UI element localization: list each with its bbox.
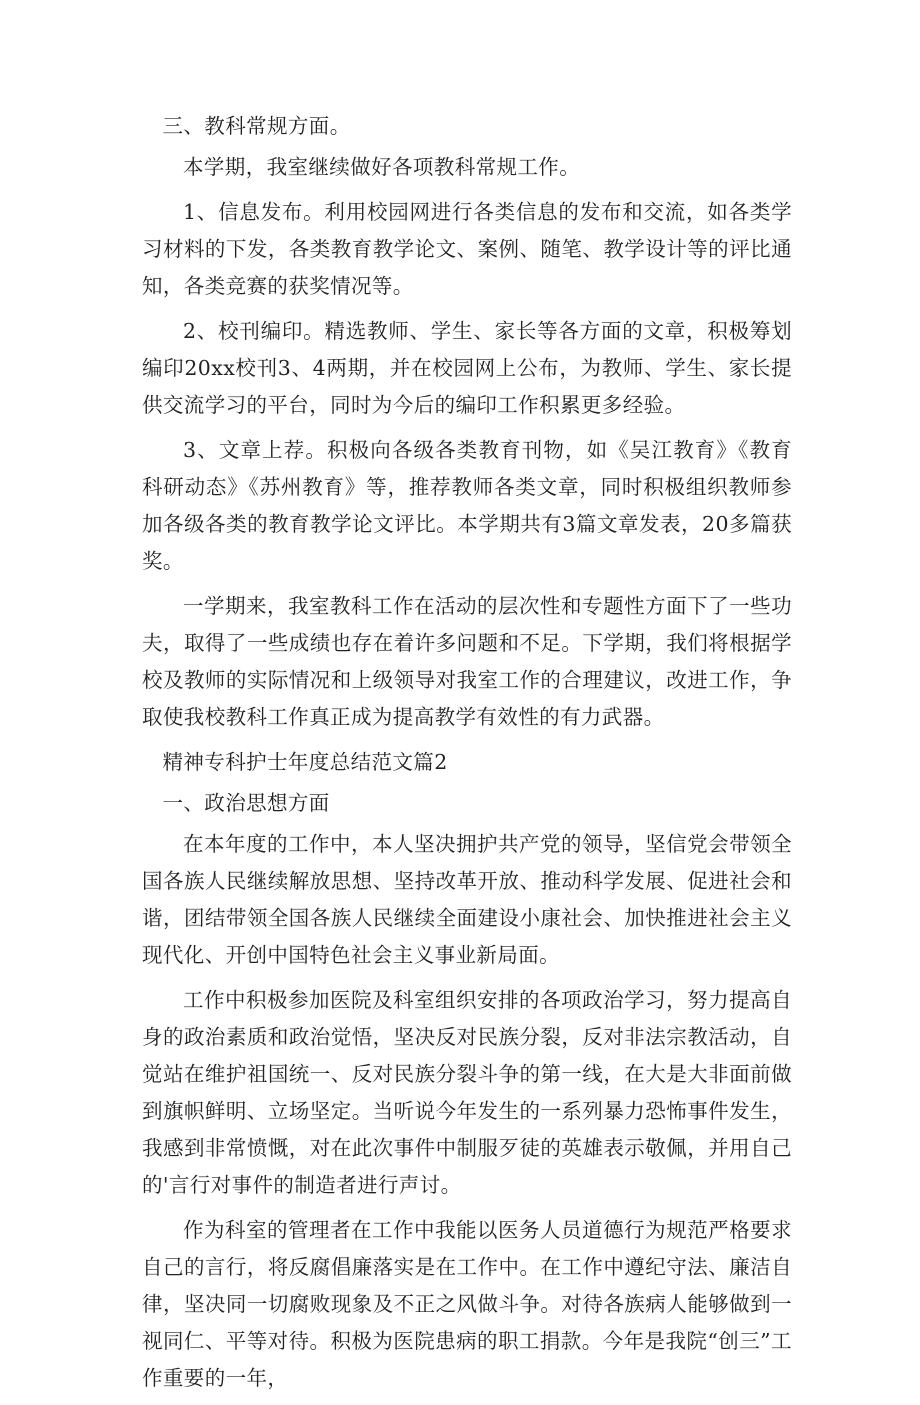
paragraph-article-recommend: 3、文章上荐。积极向各级各类教育刊物，如《吴江教育》《教育科研动态》《苏州教育》等，推荐教师各类文章，同时积极组织教师参加各级各类的教育教学论文评比。本学期共有3篇文章发表，20多篇获奖。 [142, 438, 792, 573]
paragraph-school-journal: 2、校刊编印。精选教师、学生、家长等各方面的文章，积极筹划编印20xx校刊3、4两期，并在校园网上公布，为教师、学生、家长提供交流学习的平台，同时为今后的编印工作积累更多经验。 [142, 319, 792, 417]
paragraph-info-release: 1、信息发布。利用校园网进行各类信息的发布和交流，如各类学习材料的下发，各类教育教学论文、案例、随笔、教学设计等的评比通知，各类竞赛的获奖情况等。 [142, 200, 792, 298]
paragraph-political-study: 工作中积极参加医院及科室组织安排的各项政治学习，努力提高自身的政治素质和政治觉悟，坚决反对民族分裂，反对非法宗教活动，自觉站在维护祖国统一、反对民族分裂斗争的第一线，在大是大非面前做到旗帜鲜明、立场坚定。当听说今年发生的一系列暴力恐怖事件发生，我感到非常愤慨，对在此次事件中制服歹徒的英雄表示敬佩，并用自己的'言行对事件的制造者进行声讨。 [142, 988, 792, 1197]
section-heading-political: 一、政治思想方面 [162, 791, 330, 815]
article-title-part2: 精神专科护士年度总结范文篇2 [162, 750, 448, 774]
paragraph-semester-summary: 一学期来，我室教科工作在活动的层次性和专题性方面下了一些功夫，取得了一些成绩也存在着许多问题和不足。下学期，我们将根据学校及教师的实际情况和上级领导对我室工作的合理建议，改进工作，争取使我校教科工作真正成为提高教学有效性的有力武器。 [142, 594, 792, 729]
document-body [142, 108, 792, 1405]
paragraph-party-support: 在本年度的工作中，本人坚决拥护共产党的领导，坚信党会带领全国各族人民继续解放思想、坚持改革开放、推动科学发展、促进社会和谐，团结带领全国各族人民继续全面建设小康社会、加快推进社会主义现代化、开创中国特色社会主义事业新局面。 [142, 832, 792, 967]
paragraph-routine-intro: 本学期，我室继续做好各项教科常规工作。 [183, 155, 581, 179]
paragraph-manager-conduct: 作为科室的管理者在工作中我能以医务人员道德行为规范严格要求自己的言行，将反腐倡廉落实是在工作中。在工作中遵纪守法、廉洁自律，坚决同一切腐败现象及不正之风做斗争。对待各族病人能够做到一视同仁、平等对待。积极为医院患病的职工捐款。今年是我院“创三”工作重要的一年， [142, 1218, 792, 1390]
section-heading-teaching-routine: 三、教科常规方面。 [162, 114, 351, 138]
